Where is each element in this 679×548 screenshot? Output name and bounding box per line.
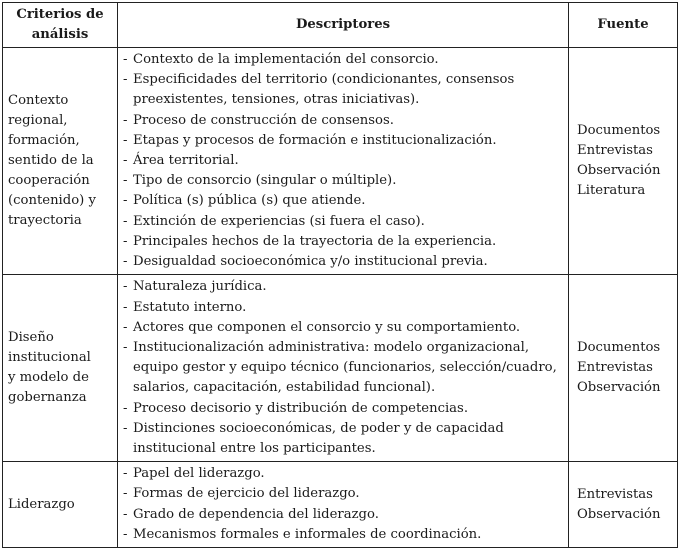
descriptor-item (123, 464, 564, 484)
criterio-line: institucional (8, 350, 91, 366)
descriptor-text: Política (s) pública (s) que atiende. (133, 193, 366, 209)
criterio-line: Liderazgo (8, 496, 75, 512)
fuente-line: Observación (577, 506, 661, 522)
criterio-line: (contenido) y (8, 193, 96, 209)
descriptor-item (123, 419, 564, 459)
descriptor-item (123, 232, 564, 252)
descriptor-text: Área territorial. (133, 153, 239, 169)
bullet-dash: - (123, 173, 128, 189)
fuente-cell (569, 462, 678, 548)
bullet-dash: - (123, 466, 128, 482)
table-row (3, 462, 678, 548)
descriptor-text: Proceso decisorio y distribución de competencias. (133, 400, 469, 416)
criterio-line: trayectoria (8, 213, 82, 229)
fuente-line: Observación (577, 380, 661, 396)
descriptores-cell (118, 462, 569, 548)
header-fuente: Fuente (569, 3, 678, 48)
criterio-cell (3, 462, 118, 548)
descriptor-text: Formas de ejercicio del liderazgo. (133, 486, 360, 502)
descriptor-text: Desigualdad socioeconómica y/o institucional previa. (133, 254, 488, 270)
descriptor-text: preexistentes, tensiones, otras iniciativas). (133, 92, 420, 108)
fuente-line: Literatura (577, 183, 646, 199)
bullet-dash: - (123, 299, 128, 315)
descriptor-text: Estatuto interno. (133, 299, 247, 315)
descriptor-item (123, 70, 564, 110)
criterio-line: cooperación (8, 173, 90, 189)
descriptor-item (123, 525, 564, 545)
bullet-dash: - (123, 506, 128, 522)
criterio-line: y modelo de (8, 370, 89, 386)
descriptor-text: Especificidades del territorio (condicionantes, consensos (133, 72, 515, 88)
descriptor-text: Proceso de construcción de consensos. (133, 112, 394, 128)
descriptor-item (123, 318, 564, 338)
descriptor-item (123, 131, 564, 151)
criterio-line: regional, (8, 113, 68, 129)
bullet-dash: - (123, 254, 128, 270)
fuente-line: Entrevistas (577, 143, 653, 159)
descriptor-text: Mecanismos formales e informales de coordinación. (133, 526, 482, 542)
bullet-dash: - (123, 213, 128, 229)
descriptor-item (123, 277, 564, 297)
descriptores-cell (118, 48, 569, 275)
descriptor-item (123, 151, 564, 171)
bullet-dash: - (123, 279, 128, 295)
fuente-line: Entrevistas (577, 360, 653, 376)
descriptor-text: Papel del liderazgo. (133, 466, 265, 482)
descriptor-text: Naturaleza jurídica. (133, 279, 267, 295)
criterio-line: Diseño (8, 330, 54, 346)
descriptor-item (123, 111, 564, 131)
descriptor-text: salarios, capacitación, estabilidad funcional). (133, 380, 436, 396)
bullet-dash: - (123, 420, 128, 436)
descriptor-text: Grado de dependencia del liderazgo. (133, 506, 379, 522)
bullet-dash: - (123, 132, 128, 148)
fuente-cell (569, 275, 678, 462)
analysis-criteria-table (2, 2, 678, 548)
bullet-dash: - (123, 486, 128, 502)
descriptor-item (123, 505, 564, 525)
bullet-dash: - (123, 112, 128, 128)
fuente-line: Documentos (577, 123, 661, 139)
criterio-line: sentido de la (8, 153, 94, 169)
criterio-line: formación, (8, 133, 80, 149)
criterio-line: gobernanza (8, 390, 87, 406)
descriptor-item (123, 212, 564, 232)
descriptor-item (123, 338, 564, 399)
descriptor-text: Actores que componen el consorcio y su comportamiento. (133, 319, 521, 335)
criterio-cell (3, 48, 118, 275)
fuente-line: Documentos (577, 340, 661, 356)
descriptor-text: Tipo de consorcio (singular o múltiple). (133, 173, 397, 189)
bullet-dash: - (123, 153, 128, 169)
descriptor-text: Extinción de experiencias (si fuera el caso). (133, 213, 425, 229)
descriptor-text: Distinciones socioeconómicas, de poder y de capacidad (133, 420, 504, 436)
bullet-dash: - (123, 52, 128, 67)
descriptor-item (123, 171, 564, 191)
header-criterios-line: análisis (31, 27, 89, 42)
header-descriptores: Descriptores (118, 3, 569, 48)
descriptor-item (123, 399, 564, 419)
bullet-dash: - (123, 319, 128, 335)
bullet-dash: - (123, 526, 128, 542)
header-criterios-line: Criterios de (16, 7, 104, 22)
descriptor-text: Institucionalización administrativa: modelo organizacional, (133, 339, 530, 355)
descriptor-text: Contexto de la implementación del consorcio. (133, 52, 439, 67)
fuente-line: Observación (577, 163, 661, 179)
header-criterios (3, 3, 118, 48)
bullet-dash: - (123, 193, 128, 209)
descriptor-item (123, 484, 564, 504)
descriptor-text: equipo gestor y equipo técnico (funcionarios, selección/cuadro, (133, 360, 557, 376)
descriptor-text: institucional entre los participantes. (133, 440, 376, 456)
bullet-dash: - (123, 72, 128, 88)
descriptor-item (123, 191, 564, 211)
bullet-dash: - (123, 400, 128, 416)
criterio-line: Contexto (8, 93, 69, 109)
fuente-cell (569, 48, 678, 275)
header-row (3, 3, 678, 48)
bullet-dash: - (123, 233, 128, 249)
table-row (3, 275, 678, 462)
bullet-dash: - (123, 339, 128, 355)
descriptor-item (123, 298, 564, 318)
table-row (3, 48, 678, 275)
fuente-line: Entrevistas (577, 486, 653, 502)
criterio-cell (3, 275, 118, 462)
descriptores-cell (118, 275, 569, 462)
descriptor-item (123, 50, 564, 70)
descriptor-text: Etapas y procesos de formación e institucionalización. (133, 132, 497, 148)
descriptor-text: Principales hechos de la trayectoria de la experiencia. (133, 233, 497, 249)
descriptor-item (123, 252, 564, 272)
